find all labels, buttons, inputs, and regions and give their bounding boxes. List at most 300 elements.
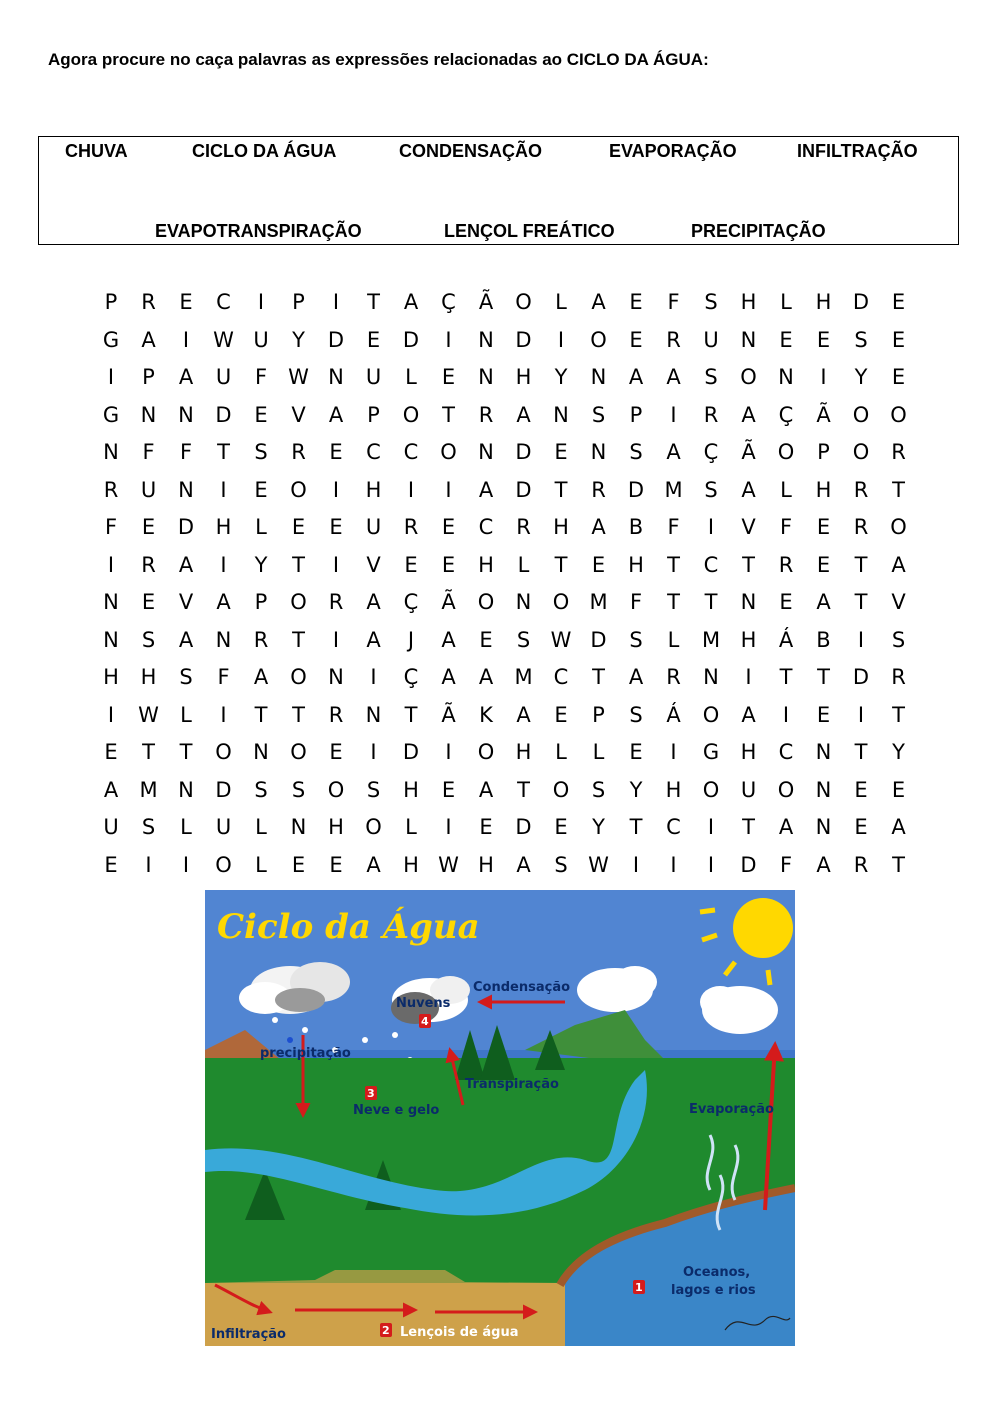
grid-letter[interactable]: L	[780, 290, 792, 314]
grid-letter[interactable]: L	[405, 365, 417, 389]
grid-letter[interactable]: N	[740, 590, 757, 614]
grid-letter[interactable]: A	[178, 365, 194, 389]
grid-letter[interactable]: N	[778, 365, 794, 389]
grid-letter[interactable]: E	[141, 590, 156, 614]
grid-letter[interactable]: T	[142, 740, 155, 764]
grid-letter[interactable]: S	[141, 627, 156, 652]
grid-letter[interactable]: I	[707, 815, 715, 839]
grid-letter[interactable]: N	[478, 327, 494, 352]
grid-letter[interactable]: E	[441, 515, 456, 539]
grid-letter[interactable]: I	[332, 477, 340, 502]
grid-letter[interactable]: G	[702, 740, 720, 764]
grid-letter[interactable]: N	[815, 777, 832, 802]
grid-letter[interactable]: N	[290, 815, 307, 839]
grid-letter[interactable]: S	[179, 665, 193, 689]
grid-letter[interactable]: F	[667, 515, 680, 539]
grid-letter[interactable]: V	[178, 590, 194, 614]
grid-letter[interactable]: D	[740, 852, 757, 877]
grid-letter[interactable]: R	[703, 402, 719, 427]
grid-letter[interactable]: I	[107, 365, 115, 389]
grid-letter[interactable]: E	[441, 552, 456, 577]
grid-letter[interactable]: L	[592, 740, 605, 764]
grid-letter[interactable]: R	[853, 477, 869, 502]
grid-letter[interactable]: G	[102, 327, 120, 352]
grid-letter[interactable]: E	[854, 777, 868, 802]
grid-letter[interactable]: W	[288, 365, 309, 389]
grid-letter[interactable]: P	[629, 402, 643, 427]
grid-letter[interactable]: A	[516, 852, 531, 877]
grid-letter[interactable]: E	[479, 627, 493, 652]
grid-letter[interactable]: F	[142, 440, 155, 464]
grid-letter[interactable]: L	[255, 515, 267, 539]
grid-letter[interactable]: C	[216, 290, 231, 314]
grid-letter[interactable]: A	[403, 290, 419, 314]
grid-letter[interactable]: Ã	[741, 440, 756, 464]
grid-letter[interactable]: A	[478, 777, 494, 802]
grid-letter[interactable]: N	[103, 590, 119, 614]
grid-letter[interactable]: E	[891, 290, 906, 314]
grid-letter[interactable]: D	[215, 777, 232, 802]
grid-letter[interactable]: W	[438, 852, 459, 877]
grid-letter[interactable]: O	[890, 515, 907, 539]
grid-letter[interactable]: A	[441, 665, 456, 689]
grid-letter[interactable]: C	[778, 740, 794, 764]
grid-letter[interactable]: I	[107, 552, 115, 577]
grid-letter[interactable]: I	[107, 702, 115, 727]
grid-letter[interactable]: R	[253, 627, 269, 652]
grid-letter[interactable]: I	[745, 665, 752, 689]
grid-letter[interactable]: T	[892, 702, 905, 727]
grid-letter[interactable]: E	[479, 815, 493, 839]
grid-letter[interactable]: I	[220, 552, 227, 577]
grid-letter[interactable]: H	[815, 290, 832, 314]
grid-letter[interactable]: O	[290, 590, 307, 614]
grid-letter[interactable]: P	[367, 402, 380, 427]
grid-letter[interactable]: A	[891, 815, 906, 839]
grid-letter[interactable]: S	[141, 815, 156, 839]
grid-letter[interactable]: S	[591, 777, 606, 802]
grid-letter[interactable]: F	[217, 665, 230, 689]
grid-letter[interactable]: S	[366, 777, 381, 802]
grid-letter[interactable]: W	[588, 852, 609, 877]
grid-letter[interactable]: N	[328, 665, 344, 689]
grid-letter[interactable]: N	[590, 440, 607, 464]
grid-letter[interactable]: F	[667, 290, 680, 314]
grid-letter[interactable]: H	[515, 365, 532, 389]
grid-letter[interactable]: N	[478, 365, 494, 389]
grid-letter[interactable]: U	[215, 815, 232, 839]
grid-letter[interactable]: E	[329, 852, 343, 877]
grid-letter[interactable]: I	[182, 327, 190, 352]
grid-letter[interactable]: O	[515, 290, 532, 314]
grid-letter[interactable]: I	[557, 327, 565, 352]
grid-letter[interactable]: O	[327, 777, 345, 802]
grid-letter[interactable]: I	[707, 852, 715, 877]
grid-letter[interactable]: P	[292, 290, 305, 314]
grid-letter[interactable]: D	[402, 740, 420, 764]
grid-letter[interactable]: I	[220, 702, 227, 727]
grid-letter[interactable]: Á	[778, 627, 794, 652]
grid-letter[interactable]: N	[178, 777, 194, 802]
grid-letter[interactable]: O	[215, 852, 232, 877]
grid-letter[interactable]: U	[253, 327, 269, 352]
grid-letter[interactable]: R	[328, 702, 344, 727]
grid-letter[interactable]: T	[629, 815, 643, 839]
grid-letter[interactable]: U	[365, 365, 382, 389]
grid-letter[interactable]: T	[292, 702, 305, 727]
grid-letter[interactable]: I	[857, 702, 865, 727]
grid-letter[interactable]: C	[403, 440, 419, 464]
grid-letter[interactable]: Ç	[703, 440, 719, 464]
grid-letter[interactable]: C	[478, 515, 494, 539]
grid-letter[interactable]: R	[891, 665, 906, 689]
grid-letter[interactable]: U	[365, 515, 382, 539]
grid-letter[interactable]: H	[403, 777, 419, 802]
grid-letter[interactable]: Y	[592, 815, 605, 839]
grid-letter[interactable]: P	[592, 702, 605, 727]
grid-letter[interactable]: H	[515, 740, 532, 764]
grid-letter[interactable]: L	[555, 290, 567, 314]
grid-letter[interactable]: U	[215, 365, 232, 389]
grid-letter[interactable]: H	[478, 852, 494, 877]
grid-letter[interactable]: S	[254, 777, 268, 802]
grid-letter[interactable]: M	[701, 627, 721, 652]
grid-letter[interactable]: D	[215, 402, 232, 427]
grid-letter[interactable]: A	[741, 402, 756, 427]
grid-letter[interactable]: Ã	[441, 590, 456, 614]
grid-letter[interactable]: E	[366, 327, 381, 352]
grid-letter[interactable]: S	[254, 440, 268, 464]
grid-letter[interactable]: S	[704, 477, 718, 502]
grid-letter[interactable]: D	[852, 290, 870, 314]
grid-letter[interactable]: T	[592, 665, 605, 689]
grid-letter[interactable]: E	[629, 740, 643, 764]
grid-letter[interactable]: C	[666, 815, 681, 839]
grid-letter[interactable]: A	[516, 702, 531, 727]
grid-letter[interactable]: F	[179, 440, 193, 464]
grid-letter[interactable]: V	[741, 515, 756, 539]
grid-letter[interactable]: O	[590, 327, 607, 352]
grid-letter[interactable]: E	[291, 852, 306, 877]
grid-letter[interactable]: T	[854, 740, 868, 764]
grid-letter[interactable]: N	[103, 627, 119, 652]
grid-letter[interactable]: T	[892, 852, 905, 877]
grid-letter[interactable]: E	[554, 440, 568, 464]
grid-letter[interactable]: I	[407, 477, 415, 502]
grid-letter[interactable]: C	[553, 665, 569, 689]
grid-letter[interactable]: E	[554, 702, 568, 727]
grid-letter[interactable]: O	[552, 590, 570, 614]
grid-letter[interactable]: H	[328, 815, 344, 839]
grid-letter[interactable]: H	[665, 777, 682, 802]
grid-letter[interactable]: T	[442, 402, 455, 427]
grid-letter[interactable]: C	[366, 440, 381, 464]
grid-letter[interactable]: O	[852, 402, 870, 427]
grid-letter[interactable]: O	[702, 777, 720, 802]
grid-letter[interactable]: T	[667, 590, 680, 614]
grid-letter[interactable]: U	[103, 815, 119, 839]
grid-letter[interactable]: N	[365, 702, 382, 727]
grid-letter[interactable]: A	[178, 552, 194, 577]
grid-letter[interactable]: S	[704, 290, 718, 314]
grid-letter[interactable]: A	[816, 590, 831, 614]
grid-letter[interactable]: A	[778, 815, 794, 839]
grid-letter[interactable]: Y	[554, 365, 568, 389]
grid-letter[interactable]: H	[478, 552, 494, 577]
grid-letter[interactable]: S	[629, 440, 643, 464]
grid-letter[interactable]: E	[816, 702, 831, 727]
grid-letter[interactable]: S	[554, 852, 568, 877]
grid-letter[interactable]: I	[670, 852, 677, 877]
grid-letter[interactable]: I	[820, 365, 827, 389]
grid-letter[interactable]: O	[402, 402, 420, 427]
grid-letter[interactable]: R	[291, 440, 306, 464]
grid-letter[interactable]: O	[440, 440, 457, 464]
grid-letter[interactable]: I	[332, 627, 340, 652]
grid-letter[interactable]: O	[702, 702, 720, 727]
grid-letter[interactable]: D	[515, 815, 532, 839]
grid-letter[interactable]: P	[817, 440, 830, 464]
grid-letter[interactable]: I	[670, 740, 677, 764]
grid-letter[interactable]: F	[104, 515, 118, 539]
grid-letter[interactable]: F	[779, 515, 793, 539]
grid-letter[interactable]: L	[780, 477, 792, 502]
grid-letter[interactable]: V	[891, 590, 906, 614]
grid-letter[interactable]: W	[550, 627, 572, 652]
grid-letter[interactable]: T	[854, 552, 868, 577]
grid-letter[interactable]: E	[104, 740, 118, 764]
grid-letter[interactable]: H	[628, 552, 644, 577]
grid-letter[interactable]: Y	[892, 740, 905, 764]
grid-letter[interactable]: E	[329, 440, 343, 464]
grid-letter[interactable]: A	[216, 590, 231, 614]
grid-letter[interactable]: T	[892, 477, 905, 502]
grid-letter[interactable]: N	[590, 365, 607, 389]
grid-letter[interactable]: R	[666, 327, 681, 352]
grid-letter[interactable]: S	[891, 627, 906, 652]
grid-letter[interactable]: A	[478, 477, 494, 502]
grid-letter[interactable]: R	[141, 552, 156, 577]
grid-letter[interactable]: N	[103, 440, 119, 464]
grid-letter[interactable]: E	[891, 365, 906, 389]
grid-letter[interactable]: R	[478, 402, 494, 427]
grid-letter[interactable]: R	[778, 552, 794, 577]
grid-letter[interactable]: E	[291, 515, 306, 539]
grid-letter[interactable]: N	[478, 440, 494, 464]
grid-letter[interactable]: R	[853, 852, 869, 877]
grid-letter[interactable]: H	[740, 740, 757, 764]
grid-letter[interactable]: Ç	[403, 590, 419, 614]
grid-letter[interactable]: N	[178, 402, 194, 427]
grid-letter[interactable]: O	[290, 477, 307, 502]
grid-letter[interactable]: S	[629, 627, 643, 652]
grid-letter[interactable]: T	[254, 702, 268, 727]
grid-letter[interactable]: C	[703, 552, 719, 577]
grid-letter[interactable]: D	[515, 327, 532, 352]
grid-letter[interactable]: E	[629, 327, 643, 352]
grid-letter[interactable]: K	[479, 702, 493, 727]
grid-letter[interactable]: T	[667, 552, 680, 577]
grid-letter[interactable]: T	[779, 665, 793, 689]
grid-letter[interactable]: O	[477, 740, 495, 764]
grid-letter[interactable]: S	[516, 627, 531, 652]
grid-letter[interactable]: I	[332, 290, 340, 314]
grid-letter[interactable]: U	[740, 777, 757, 802]
grid-letter[interactable]: E	[891, 327, 906, 352]
grid-letter[interactable]: Y	[629, 777, 643, 802]
grid-letter[interactable]: E	[591, 552, 606, 577]
grid-letter[interactable]: L	[180, 815, 192, 839]
grid-letter[interactable]: E	[141, 515, 156, 539]
grid-letter[interactable]: A	[816, 852, 831, 877]
grid-letter[interactable]: I	[257, 290, 265, 314]
grid-letter[interactable]: N	[515, 590, 532, 614]
grid-letter[interactable]: T	[742, 815, 755, 839]
grid-letter[interactable]: A	[591, 515, 606, 539]
grid-letter[interactable]: T	[554, 552, 568, 577]
grid-letter[interactable]: N	[815, 740, 832, 764]
grid-letter[interactable]: A	[628, 365, 644, 389]
grid-letter[interactable]: S	[704, 365, 718, 389]
grid-letter[interactable]: E	[816, 327, 831, 352]
grid-letter[interactable]: E	[854, 815, 868, 839]
grid-letter[interactable]: L	[517, 552, 530, 577]
grid-letter[interactable]: A	[366, 852, 381, 877]
grid-letter[interactable]: B	[816, 627, 831, 652]
grid-letter[interactable]: L	[555, 740, 567, 764]
grid-letter[interactable]: A	[741, 702, 756, 727]
grid-letter[interactable]: O	[365, 815, 382, 839]
grid-letter[interactable]: L	[667, 627, 680, 652]
grid-letter[interactable]: S	[591, 402, 606, 427]
grid-letter[interactable]: Á	[666, 702, 681, 727]
grid-letter[interactable]: I	[632, 852, 640, 877]
grid-letter[interactable]: A	[366, 627, 381, 652]
grid-letter[interactable]: O	[777, 440, 795, 464]
grid-letter[interactable]: T	[179, 740, 193, 764]
grid-letter[interactable]: H	[740, 290, 757, 314]
grid-letter[interactable]: D	[515, 477, 532, 502]
grid-letter[interactable]: I	[332, 552, 340, 577]
grid-letter[interactable]: A	[141, 327, 156, 352]
grid-letter[interactable]: A	[328, 402, 344, 427]
grid-letter[interactable]: A	[591, 290, 606, 314]
grid-letter[interactable]: A	[741, 477, 756, 502]
grid-letter[interactable]: V	[291, 402, 306, 427]
grid-letter[interactable]: N	[703, 665, 719, 689]
grid-letter[interactable]: Ç	[403, 665, 419, 689]
grid-letter[interactable]: E	[254, 402, 268, 427]
grid-letter[interactable]: H	[553, 515, 569, 539]
grid-letter[interactable]: N	[215, 627, 232, 652]
grid-letter[interactable]: D	[590, 627, 607, 652]
grid-letter[interactable]: T	[404, 702, 418, 727]
grid-letter[interactable]: P	[104, 290, 118, 314]
grid-letter[interactable]: O	[290, 740, 307, 764]
grid-letter[interactable]: F	[254, 365, 268, 389]
grid-letter[interactable]: O	[477, 590, 495, 614]
grid-letter[interactable]: A	[178, 627, 194, 652]
grid-letter[interactable]: H	[403, 852, 419, 877]
grid-letter[interactable]: M	[139, 777, 158, 802]
grid-letter[interactable]: N	[553, 402, 569, 427]
grid-letter[interactable]: N	[178, 477, 194, 502]
grid-letter[interactable]: H	[365, 477, 382, 502]
grid-letter[interactable]: I	[370, 740, 377, 764]
grid-letter[interactable]: J	[407, 627, 415, 652]
grid-letter[interactable]: T	[854, 590, 868, 614]
grid-letter[interactable]: E	[329, 515, 343, 539]
grid-letter[interactable]: I	[445, 477, 452, 502]
grid-letter[interactable]: H	[215, 515, 232, 539]
grid-letter[interactable]: T	[704, 590, 718, 614]
grid-letter[interactable]: M	[589, 590, 608, 614]
grid-letter[interactable]: D	[402, 327, 420, 352]
grid-letter[interactable]: E	[104, 852, 118, 877]
grid-letter[interactable]: A	[478, 665, 494, 689]
grid-letter[interactable]: A	[441, 627, 456, 652]
grid-letter[interactable]: A	[516, 402, 531, 427]
grid-letter[interactable]: V	[366, 552, 381, 577]
grid-letter[interactable]: L	[180, 702, 192, 727]
grid-letter[interactable]: D	[852, 665, 870, 689]
grid-letter[interactable]: I	[370, 665, 377, 689]
grid-letter[interactable]: E	[179, 290, 193, 314]
grid-letter[interactable]: O	[890, 402, 907, 427]
grid-letter[interactable]: L	[255, 815, 267, 839]
grid-letter[interactable]: I	[782, 702, 790, 727]
grid-letter[interactable]: A	[891, 552, 906, 577]
grid-letter[interactable]: A	[666, 365, 681, 389]
grid-letter[interactable]: I	[145, 852, 152, 877]
grid-letter[interactable]: Ç	[441, 290, 456, 314]
grid-letter[interactable]: E	[441, 777, 456, 802]
grid-letter[interactable]: P	[254, 590, 268, 614]
grid-letter[interactable]: H	[140, 665, 157, 689]
grid-letter[interactable]: R	[141, 290, 156, 314]
grid-letter[interactable]: A	[628, 665, 644, 689]
grid-letter[interactable]: P	[142, 365, 155, 389]
grid-letter[interactable]: N	[253, 740, 269, 764]
grid-letter[interactable]: Y	[292, 327, 305, 352]
grid-letter[interactable]: N	[815, 815, 832, 839]
grid-letter[interactable]: E	[779, 327, 793, 352]
grid-letter[interactable]: A	[103, 777, 119, 802]
grid-letter[interactable]: B	[628, 515, 644, 539]
grid-letter[interactable]: I	[707, 515, 715, 539]
grid-letter[interactable]: E	[404, 552, 418, 577]
grid-letter[interactable]: O	[740, 365, 757, 389]
grid-letter[interactable]: D	[327, 327, 345, 352]
grid-letter[interactable]: I	[445, 815, 452, 839]
grid-letter[interactable]: T	[742, 552, 755, 577]
grid-letter[interactable]: D	[627, 477, 645, 502]
grid-letter[interactable]: S	[854, 327, 868, 352]
grid-letter[interactable]: L	[405, 815, 417, 839]
grid-letter[interactable]: T	[217, 440, 230, 464]
grid-letter[interactable]: I	[182, 852, 190, 877]
grid-letter[interactable]: R	[591, 477, 606, 502]
grid-letter[interactable]: I	[220, 477, 227, 502]
grid-letter[interactable]: R	[853, 515, 869, 539]
grid-letter[interactable]: T	[292, 552, 305, 577]
grid-letter[interactable]: D	[177, 515, 195, 539]
grid-letter[interactable]: R	[666, 665, 681, 689]
grid-letter[interactable]: Y	[254, 552, 268, 577]
grid-letter[interactable]: E	[629, 290, 643, 314]
grid-letter[interactable]: M	[514, 665, 533, 689]
grid-letter[interactable]: W	[138, 702, 159, 727]
